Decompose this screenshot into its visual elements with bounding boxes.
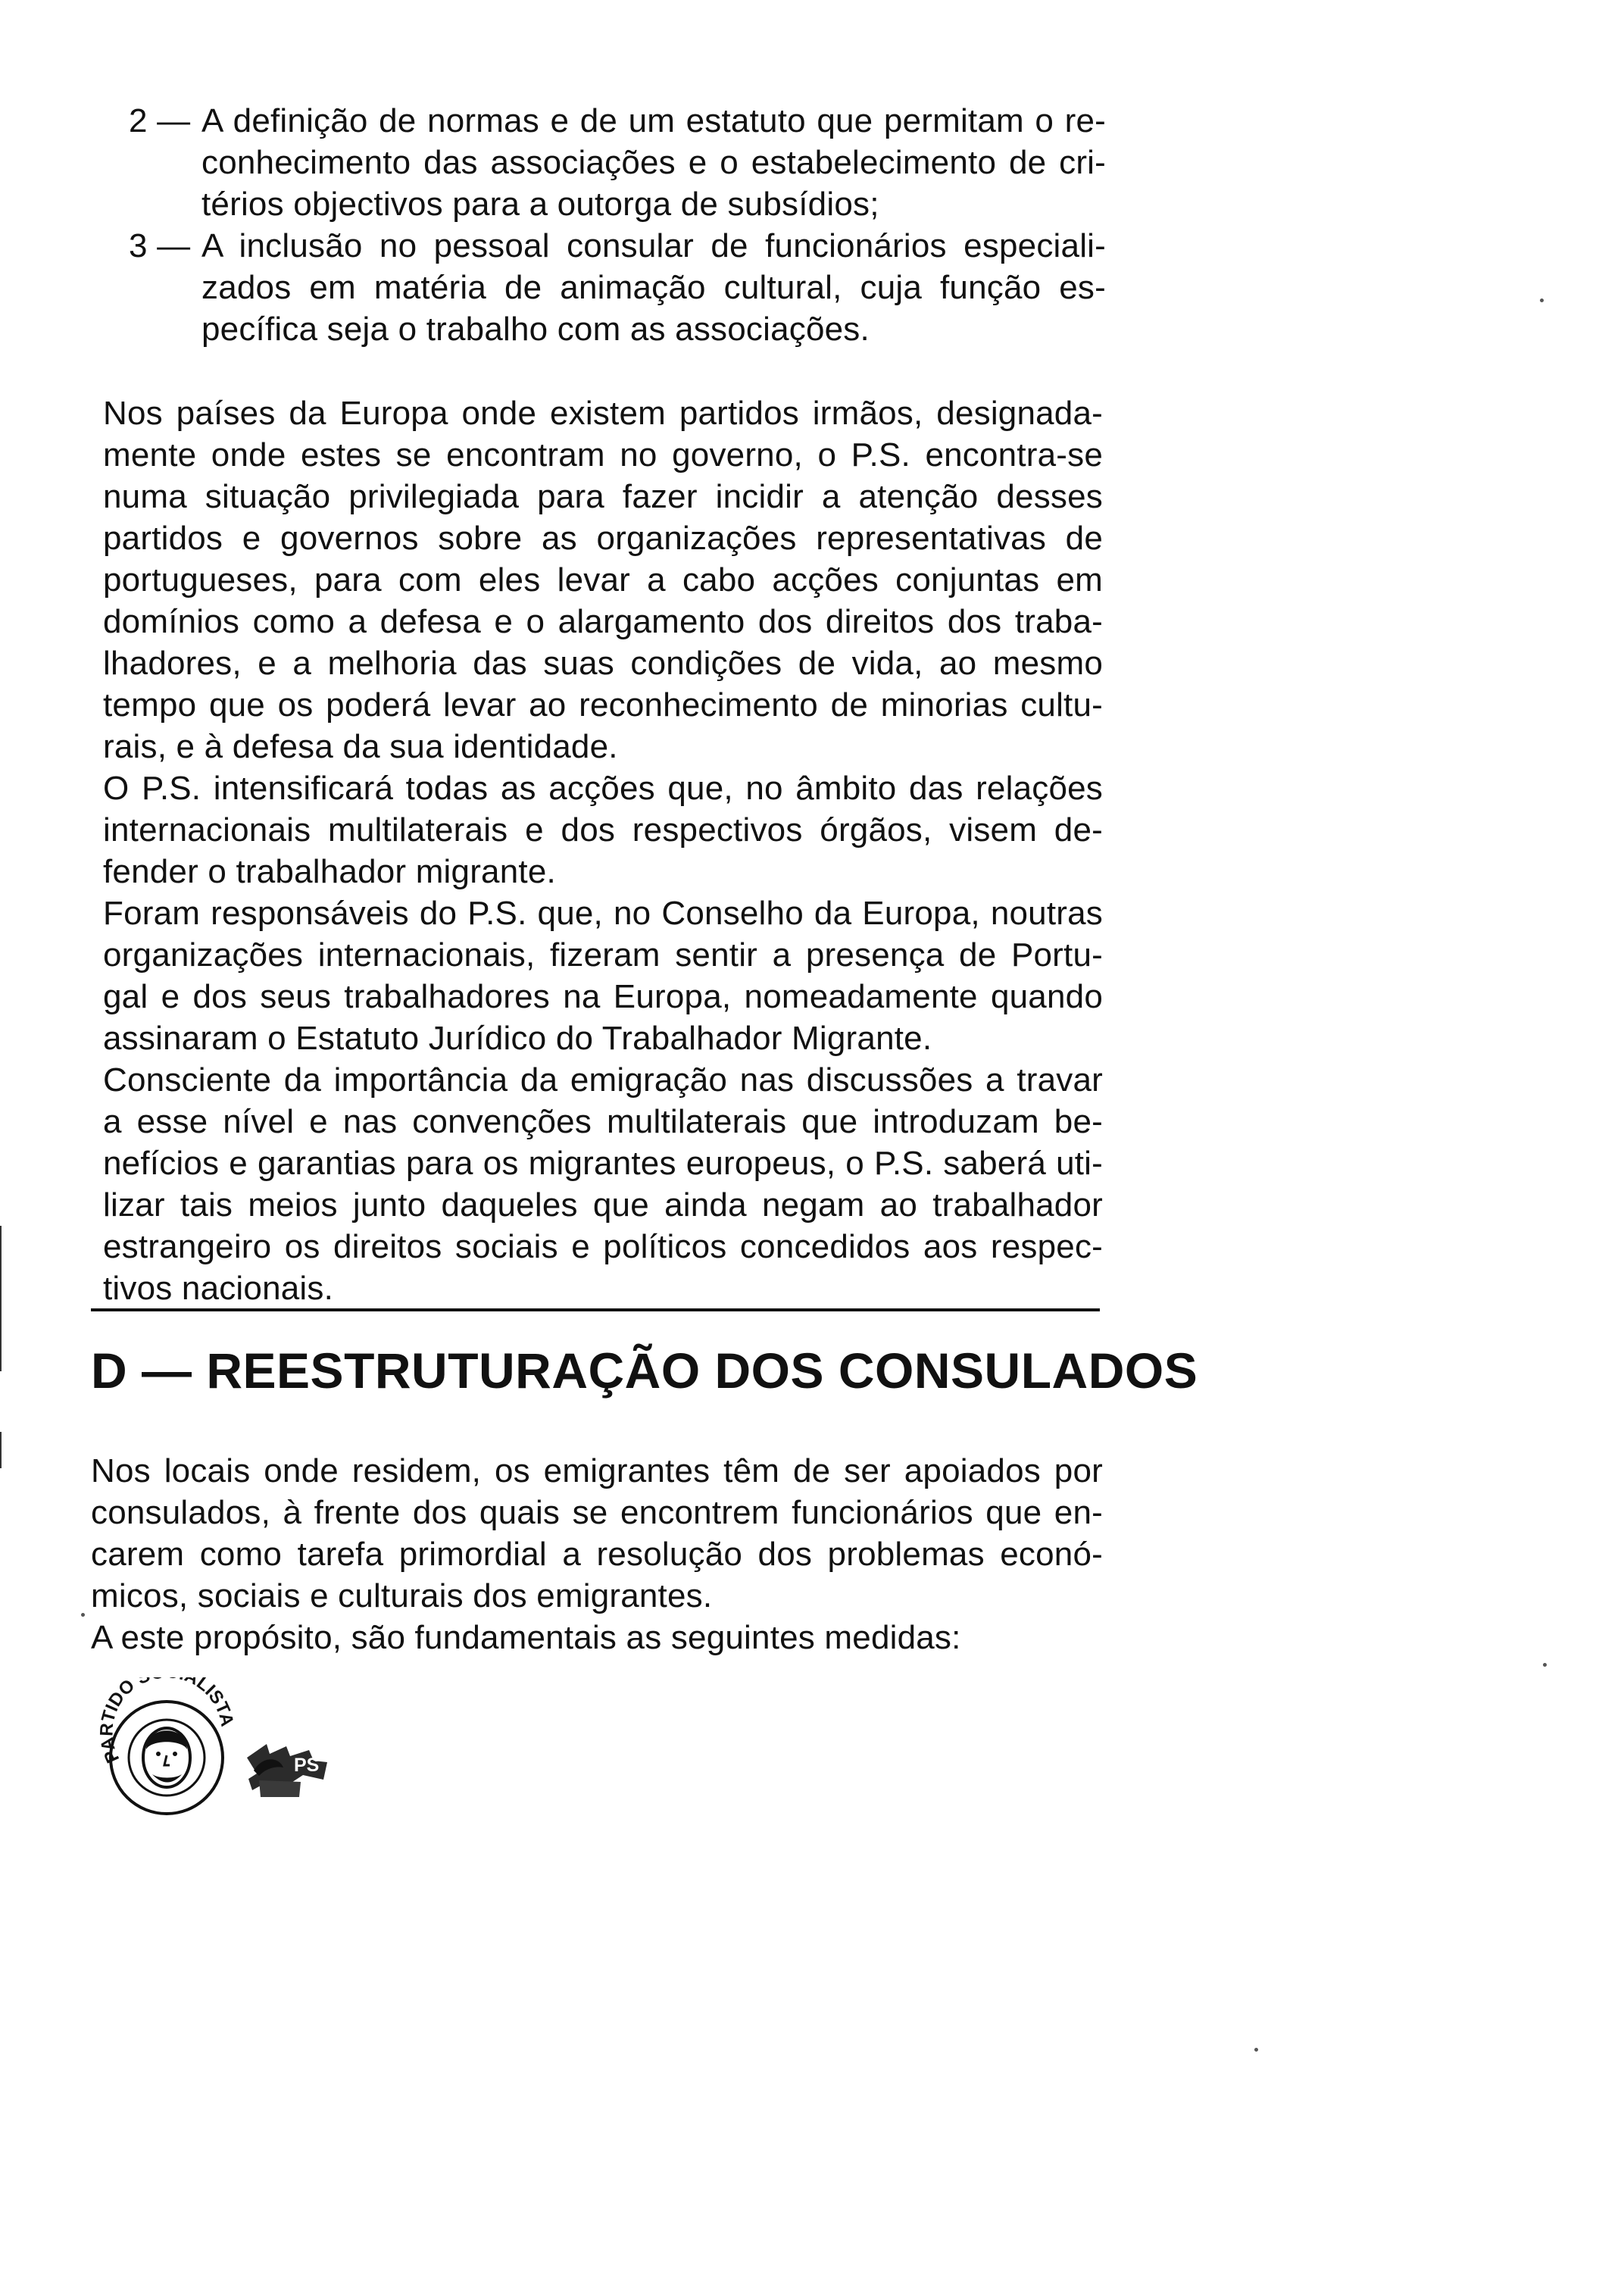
text-line: lizar tais meios junto daqueles que ainda negam ao trabalhador (103, 1186, 1103, 1224)
body-paragraphs (103, 392, 1103, 1309)
list-item-text (201, 225, 1106, 350)
flag-text: PS (294, 1755, 320, 1776)
text-line: fender o trabalhador migrante. (103, 853, 556, 890)
text-line: Nos locais onde residem, os emigrantes têm de ser apoiados por (91, 1452, 1103, 1489)
text-line: micos, sociais e culturais dos emigrantes. (91, 1577, 713, 1614)
text-line: organizações internacionais, fizeram sentir a presença de Portu- (103, 936, 1103, 974)
list-item-text (201, 100, 1106, 225)
fist-flag-icon (247, 1744, 327, 1797)
text-line: O P.S. intensificará todas as acções que, no âmbito das relações (103, 770, 1103, 807)
section-divider (91, 1308, 1100, 1311)
party-logo-icon (97, 1677, 339, 1821)
list-number: 3 — (129, 227, 191, 264)
section-heading: D — REESTRUTURAÇÃO DOS CONSULADOS (91, 1342, 1198, 1399)
text-line: rais, e à defesa da sua identidade. (103, 728, 618, 765)
text-line: assinaram o Estatuto Jurídico do Trabalhador Migrante. (103, 1020, 932, 1057)
text-line: tivos nacionais. (103, 1270, 334, 1307)
text-line: zados em matéria de animação cultural, cuja função es- (201, 269, 1106, 306)
text-line: lhadores, e a melhoria das suas condições de vida, ao mesmo (103, 645, 1103, 682)
scan-edge-mark (0, 1226, 2, 1371)
list-number: 2 — (129, 102, 191, 139)
scan-speck (1254, 2048, 1258, 2052)
text-line: térios objectivos para a outorga de subsídios; (201, 186, 879, 223)
text-line: mente onde estes se encontram no governo, o P.S. encontra-se (103, 436, 1103, 474)
scan-speck (1540, 298, 1544, 302)
text-line: internacionais multilaterais e dos respectivos órgãos, visem de- (103, 811, 1103, 849)
text-line: numa situação privilegiada para fazer incidir a atenção desses (103, 478, 1103, 515)
text-line: estrangeiro os direitos sociais e políticos concedidos aos respec- (103, 1228, 1103, 1265)
scan-edge-mark (0, 1432, 2, 1468)
scan-speck (81, 1613, 85, 1617)
text-line: carem como tarefa primordial a resolução dos problemas econó- (91, 1536, 1103, 1573)
text-line: portugueses, para com eles levar a cabo acções conjuntas em (103, 561, 1103, 599)
text-line: a esse nível e nas convenções multilaterais que introduzam be- (103, 1103, 1103, 1140)
numbered-list (129, 100, 1106, 358)
text-line: Nos países da Europa onde existem partidos irmãos, designada- (103, 395, 1103, 432)
text-line: A definição de normas e de um estatuto que permitam o re- (201, 102, 1106, 139)
text-line: partidos e governos sobre as organizações representativas de (103, 520, 1103, 557)
text-line: nefícios e garantias para os migrantes europeus, o P.S. saberá uti- (103, 1145, 1103, 1182)
text-line: tempo que os poderá levar ao reconhecimento de minorias cultu- (103, 686, 1103, 724)
portrait-icon (143, 1728, 190, 1787)
text-line: domínios como a defesa e o alargamento dos direitos dos traba- (103, 603, 1103, 640)
text-line: A este propósito, são fundamentais as seguintes medidas: (91, 1619, 961, 1656)
section-paragraph (91, 1450, 1103, 1658)
seal-text: PARTIDO LISTA (97, 1677, 238, 1766)
text-line: Foram responsáveis do P.S. que, no Conselho da Europa, noutras (103, 895, 1103, 932)
text-line: A inclusão no pessoal consular de funcionários especiali- (201, 227, 1106, 264)
text-line: conhecimento das associações e o estabelecimento de cri- (201, 144, 1106, 181)
party-logo (97, 1677, 339, 1821)
scan-speck (1543, 1663, 1547, 1667)
text-line: gal e dos seus trabalhadores na Europa, nomeadamente quando (103, 978, 1103, 1015)
text-line: pecífica seja o trabalho com as associações. (201, 311, 870, 348)
text-line: consulados, à frente dos quais se encontrem funcionários que en- (91, 1494, 1103, 1531)
text-line: Consciente da importância da emigração nas discussões a travar (103, 1061, 1103, 1099)
